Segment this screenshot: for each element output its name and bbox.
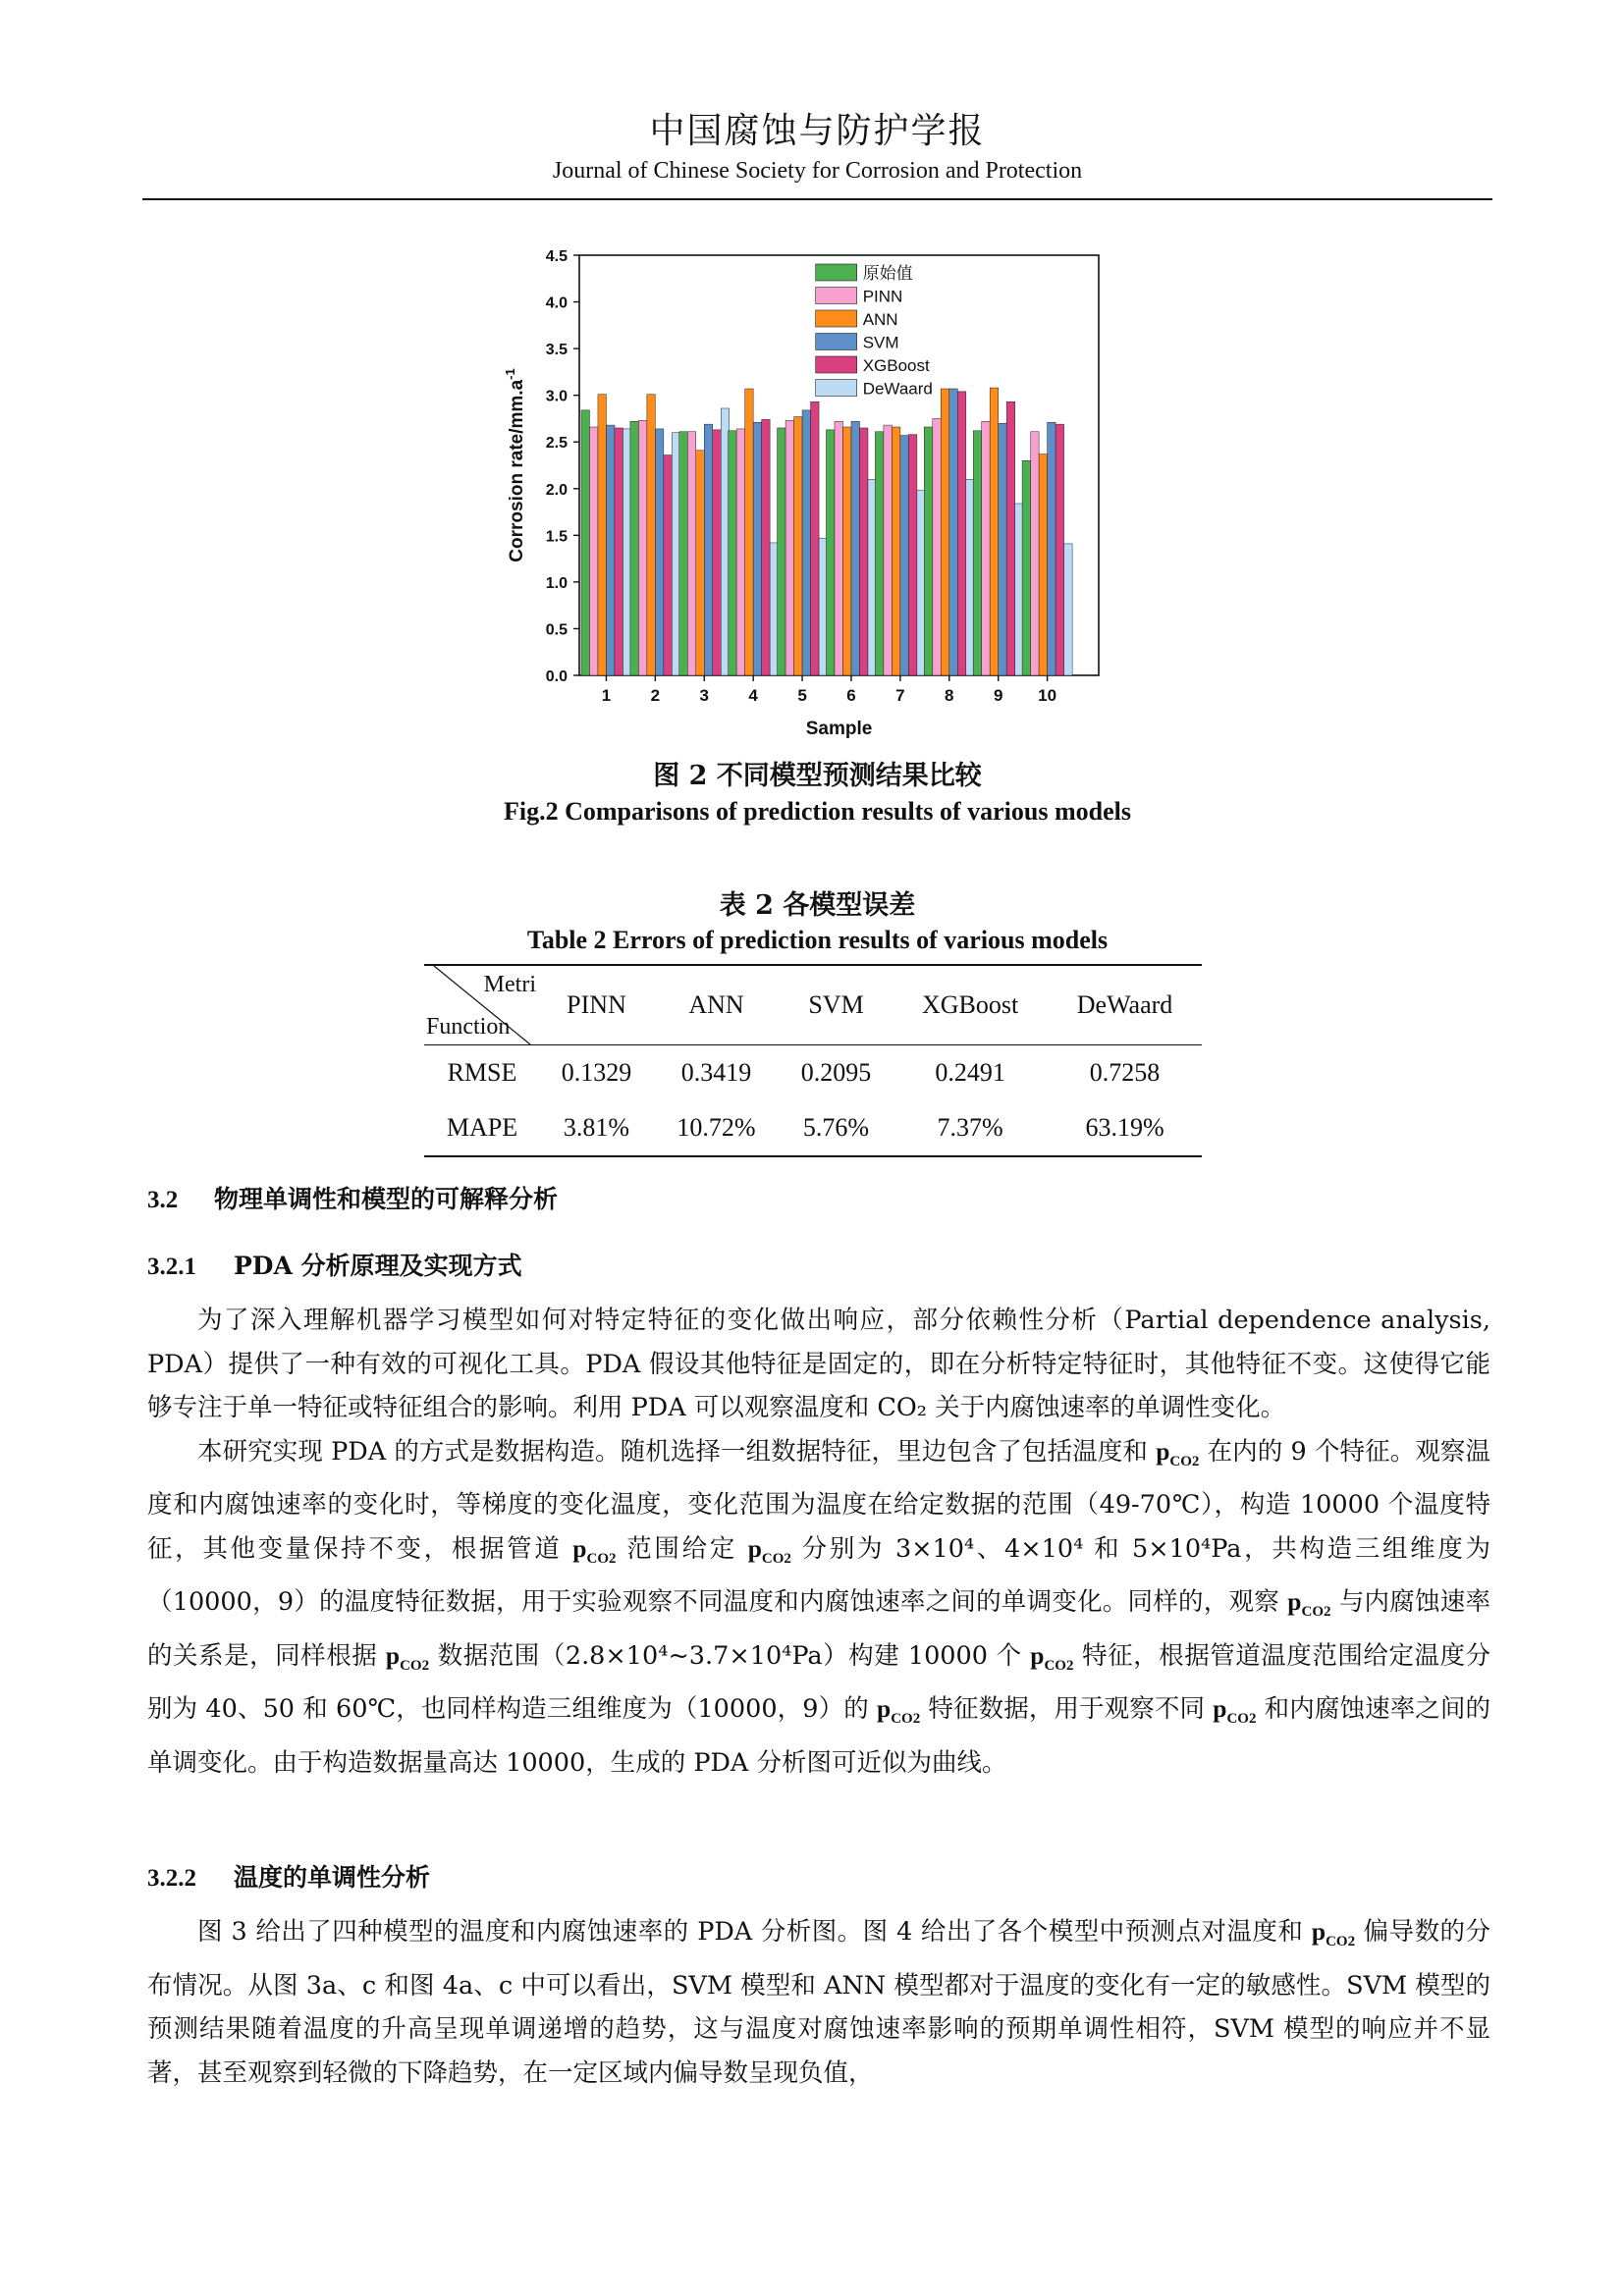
column-header-dewaard: DeWaard <box>1076 990 1173 1019</box>
pco2-symbol: $p_{CO2}$ <box>747 1533 791 1567</box>
table-cell: 0.1329 <box>561 1058 632 1087</box>
section-number: 3.2.1 <box>147 1254 196 1280</box>
text-run: 特征数据，用于观察不同 <box>920 1694 1214 1725</box>
row-label: MAPE <box>446 1113 518 1142</box>
paragraph-temperature-monotonicity <box>147 1910 1490 2095</box>
paragraph-pda-intro: 为了深入理解机器学习模型如何对特定特征的变化做出响应，部分依赖性分析（Partial dependence analysis, PDA）提供了一种有效的可视化工具。PDA 假设其他特征是固定的，即在分析特定特征时，其他特征不变。这使得它能够专注于单一特征或特征组合的影响。利用 PDA 可以观察温度和 CO₂ 关于内腐蚀速率的单调性变化。 <box>147 1306 1490 1422</box>
table-cell: 0.3419 <box>680 1058 752 1087</box>
legend-label: PINN <box>862 287 903 306</box>
legend-swatch <box>816 380 857 397</box>
table-cell: 63.19% <box>1085 1113 1164 1142</box>
errors-table <box>424 964 1202 1157</box>
bar <box>655 429 664 675</box>
journal-header <box>142 110 1492 187</box>
bar <box>949 389 958 675</box>
bar <box>762 419 771 675</box>
legend-label: DeWaard <box>862 379 933 399</box>
section-title: 温度的单调性分析 <box>234 1863 431 1892</box>
legend-swatch <box>816 264 857 281</box>
table-cell: 7.37% <box>937 1113 1003 1142</box>
text-run: 在内的 9 个特征。观察温度和内腐蚀速率的变化时，等梯度的变化温度，变化范围为温度在给定数据的范围（49-70℃），构造 10000 个温度特征，其他变量保持不变，根据管道 <box>147 1436 1490 1564</box>
y-tick-label: 0.5 <box>545 621 568 639</box>
bar <box>1056 424 1064 675</box>
corner-top-label: Metri <box>483 972 536 997</box>
legend-label: 原始值 <box>862 264 913 283</box>
text-run: 和内腐蚀速率之间的单调变化。由于构造数据量高达 10000，生成的 PDA 分析图可近似为曲线。 <box>147 1694 1491 1778</box>
journal-title-cn: 中国腐蚀与防护学报 <box>649 111 986 151</box>
bar <box>713 430 722 675</box>
section-heading-3-2-1 <box>147 1247 522 1282</box>
bar <box>1048 422 1056 675</box>
y-tick-label: 0.0 <box>545 668 568 685</box>
bar <box>826 430 835 675</box>
bar <box>842 427 851 675</box>
legend-label: XGBoost <box>862 356 930 375</box>
table-cell: 0.2095 <box>800 1058 872 1087</box>
table-cell: 0.2491 <box>935 1058 1005 1087</box>
column-header-svm: SVM <box>808 990 864 1019</box>
bar <box>615 428 623 675</box>
column-header-xgboost: XGBoost <box>921 990 1019 1019</box>
bar <box>1039 454 1048 675</box>
text-run: 与内腐蚀速率的关系是，同样根据 <box>147 1587 1491 1671</box>
section-number: 3.2.2 <box>147 1865 196 1892</box>
section-heading-3-2-2 <box>147 1858 430 1894</box>
table-caption-en: Table 2 Errors of prediction results of various models <box>526 926 1109 954</box>
bar <box>859 428 868 675</box>
text-run: 图 3 给出了四种模型的温度和内腐蚀速率的 PDA 分析图。图 4 给出了各个模型中预测点对温度和 <box>197 1917 1312 1947</box>
x-tick-label: 8 <box>945 686 954 705</box>
section-number: 3.2 <box>147 1187 179 1213</box>
y-tick-label: 2.0 <box>545 481 568 499</box>
body-paragraphs-3-2-1 <box>147 1299 1490 1785</box>
paragraph-pda-method <box>147 1430 1490 1786</box>
bar <box>973 431 982 675</box>
header-rule <box>142 198 1492 200</box>
x-tick-label: 2 <box>650 686 661 705</box>
x-tick-label: 6 <box>846 686 856 705</box>
text-run: 特征，根据管道温度范围给定温度分别为 40、50 和 60℃，也同样构造三组维度为（10000，9）的 <box>147 1640 1490 1725</box>
pco2-symbol: $p_{CO2}$ <box>1213 1694 1257 1728</box>
bar <box>581 410 590 675</box>
x-tick-label: 3 <box>699 686 709 705</box>
bar <box>606 425 615 675</box>
figure-caption-en: Fig.2 Comparisons of prediction results of various models <box>504 797 1131 826</box>
column-header-pinn: PINN <box>567 990 626 1019</box>
bar <box>900 436 909 675</box>
x-tick-label: 4 <box>748 686 758 705</box>
row-label: RMSE <box>447 1058 517 1087</box>
text-run: 范围给定 <box>616 1533 748 1564</box>
bar <box>851 421 860 675</box>
section-title: 物理单调性和模型的可解释分析 <box>214 1185 559 1213</box>
legend-swatch <box>816 288 857 304</box>
legend-label: ANN <box>862 310 898 329</box>
bar <box>999 423 1007 675</box>
bar-chart <box>496 243 1124 754</box>
pco2-symbol: $p_{CO2}$ <box>1311 1917 1356 1950</box>
pco2-symbol: $p_{CO2}$ <box>572 1533 617 1567</box>
text-run: 分别为 3×10⁴、4×10⁴ 和 5×10⁴Pa，共构造三组维度为（10000，9）的温度特征数据，用于实验观察不同温度和内腐蚀速率之间的单调变化。同样的，观察 <box>147 1533 1490 1618</box>
pco2-symbol: $p_{CO2}$ <box>1156 1436 1200 1469</box>
section-title: PDA 分析原理及实现方式 <box>234 1252 522 1280</box>
bar <box>589 427 598 675</box>
y-tick-label: 3.0 <box>545 388 568 405</box>
bar <box>638 420 647 675</box>
bar <box>679 432 688 675</box>
text-run: 偏导数的分布情况。从图 3a、c 和图 4a、c 中可以看出，SVM 模型和 ANN 模型都对于温度的变化有一定的敏感性。SVM 模型的预测结果随着温度的升高呈现单调递增的趋势，这与温度对腐蚀速率影响的预期单调性相符，SVM 模型的响应并不显著，甚至观察到轻微的下降趋势，在一定区域内偏导数呈现负值， <box>147 1917 1490 2088</box>
table-cell: 0.7258 <box>1089 1058 1161 1087</box>
bar <box>835 421 843 675</box>
text-run: 本研究实现 PDA 的方式是数据构造。随机选择一组数据特征，里边包含了包括温度和 <box>197 1436 1157 1467</box>
table-caption-cn: 表 2 各模型误差 <box>719 890 916 921</box>
y-tick-label: 1.5 <box>545 528 568 546</box>
bar <box>924 427 933 675</box>
bar <box>745 389 754 675</box>
bar <box>875 432 884 675</box>
bar <box>664 455 673 675</box>
bar <box>908 435 917 675</box>
x-axis-label: Sample <box>805 719 873 739</box>
bar <box>729 431 737 675</box>
legend-swatch <box>816 334 857 350</box>
table-cell: 10.72% <box>677 1113 756 1142</box>
y-tick-label: 4.0 <box>545 294 568 312</box>
body-paragraph-3-2-2 <box>147 1910 1490 2095</box>
bar <box>990 388 999 675</box>
bar <box>811 401 820 675</box>
legend-swatch <box>816 310 857 327</box>
table-cell: 3.81% <box>563 1113 630 1142</box>
bar <box>802 410 811 675</box>
figure-caption-cn: 图 2 不同模型预测结果比较 <box>653 761 982 791</box>
y-tick-label: 4.5 <box>545 248 568 265</box>
table-cell: 5.76% <box>802 1113 870 1142</box>
legend-label: SVM <box>862 333 899 352</box>
bar <box>778 428 786 675</box>
corner-bottom-label: Function <box>426 1014 511 1040</box>
bar <box>1022 460 1031 675</box>
bar <box>794 417 803 675</box>
bar <box>933 418 942 675</box>
legend-swatch <box>816 356 857 373</box>
bar <box>1064 544 1073 675</box>
x-tick-label: 9 <box>993 686 1003 705</box>
pco2-symbol: $p_{CO2}$ <box>1030 1640 1074 1674</box>
bar <box>785 420 794 675</box>
bar <box>1031 432 1040 675</box>
section-heading-3-2 <box>147 1180 558 1215</box>
bar <box>982 421 991 675</box>
bar <box>1006 401 1015 675</box>
table-corner-cell <box>424 965 540 1045</box>
pco2-symbol: $p_{CO2}$ <box>1287 1587 1331 1621</box>
x-tick-label: 5 <box>797 686 807 705</box>
bar <box>736 429 745 675</box>
y-axis-label: Corrosion rate/$mm.a^{-1}$ <box>503 368 527 562</box>
bar <box>892 427 900 675</box>
column-header-ann: ANN <box>688 990 744 1019</box>
y-tick-label: 3.5 <box>545 342 568 359</box>
bar <box>753 422 762 675</box>
pco2-symbol: $p_{CO2}$ <box>385 1640 430 1674</box>
x-tick-label: 7 <box>895 686 905 705</box>
text-run: 数据范围（2.8×10⁴~3.7×10⁴Pa）构建 10000 个 <box>429 1640 1031 1671</box>
pco2-symbol: $p_{CO2}$ <box>877 1694 921 1728</box>
bar <box>687 432 696 675</box>
table-row <box>424 1045 1202 1101</box>
x-tick-label: 1 <box>601 686 612 705</box>
bar <box>696 451 705 675</box>
bar <box>704 424 713 675</box>
bar <box>647 395 656 675</box>
y-tick-label: 2.5 <box>545 435 568 453</box>
bar <box>957 392 966 675</box>
table-header-row <box>424 965 1202 1045</box>
bar <box>941 389 949 675</box>
bar <box>630 421 639 675</box>
y-tick-label: 1.0 <box>545 574 568 592</box>
bar <box>598 395 607 675</box>
journal-title-en: Journal of Chinese Society for Corrosion and Protection <box>552 158 1083 184</box>
table-row <box>424 1100 1202 1156</box>
bar <box>884 425 893 675</box>
x-tick-label: 10 <box>1038 686 1057 705</box>
